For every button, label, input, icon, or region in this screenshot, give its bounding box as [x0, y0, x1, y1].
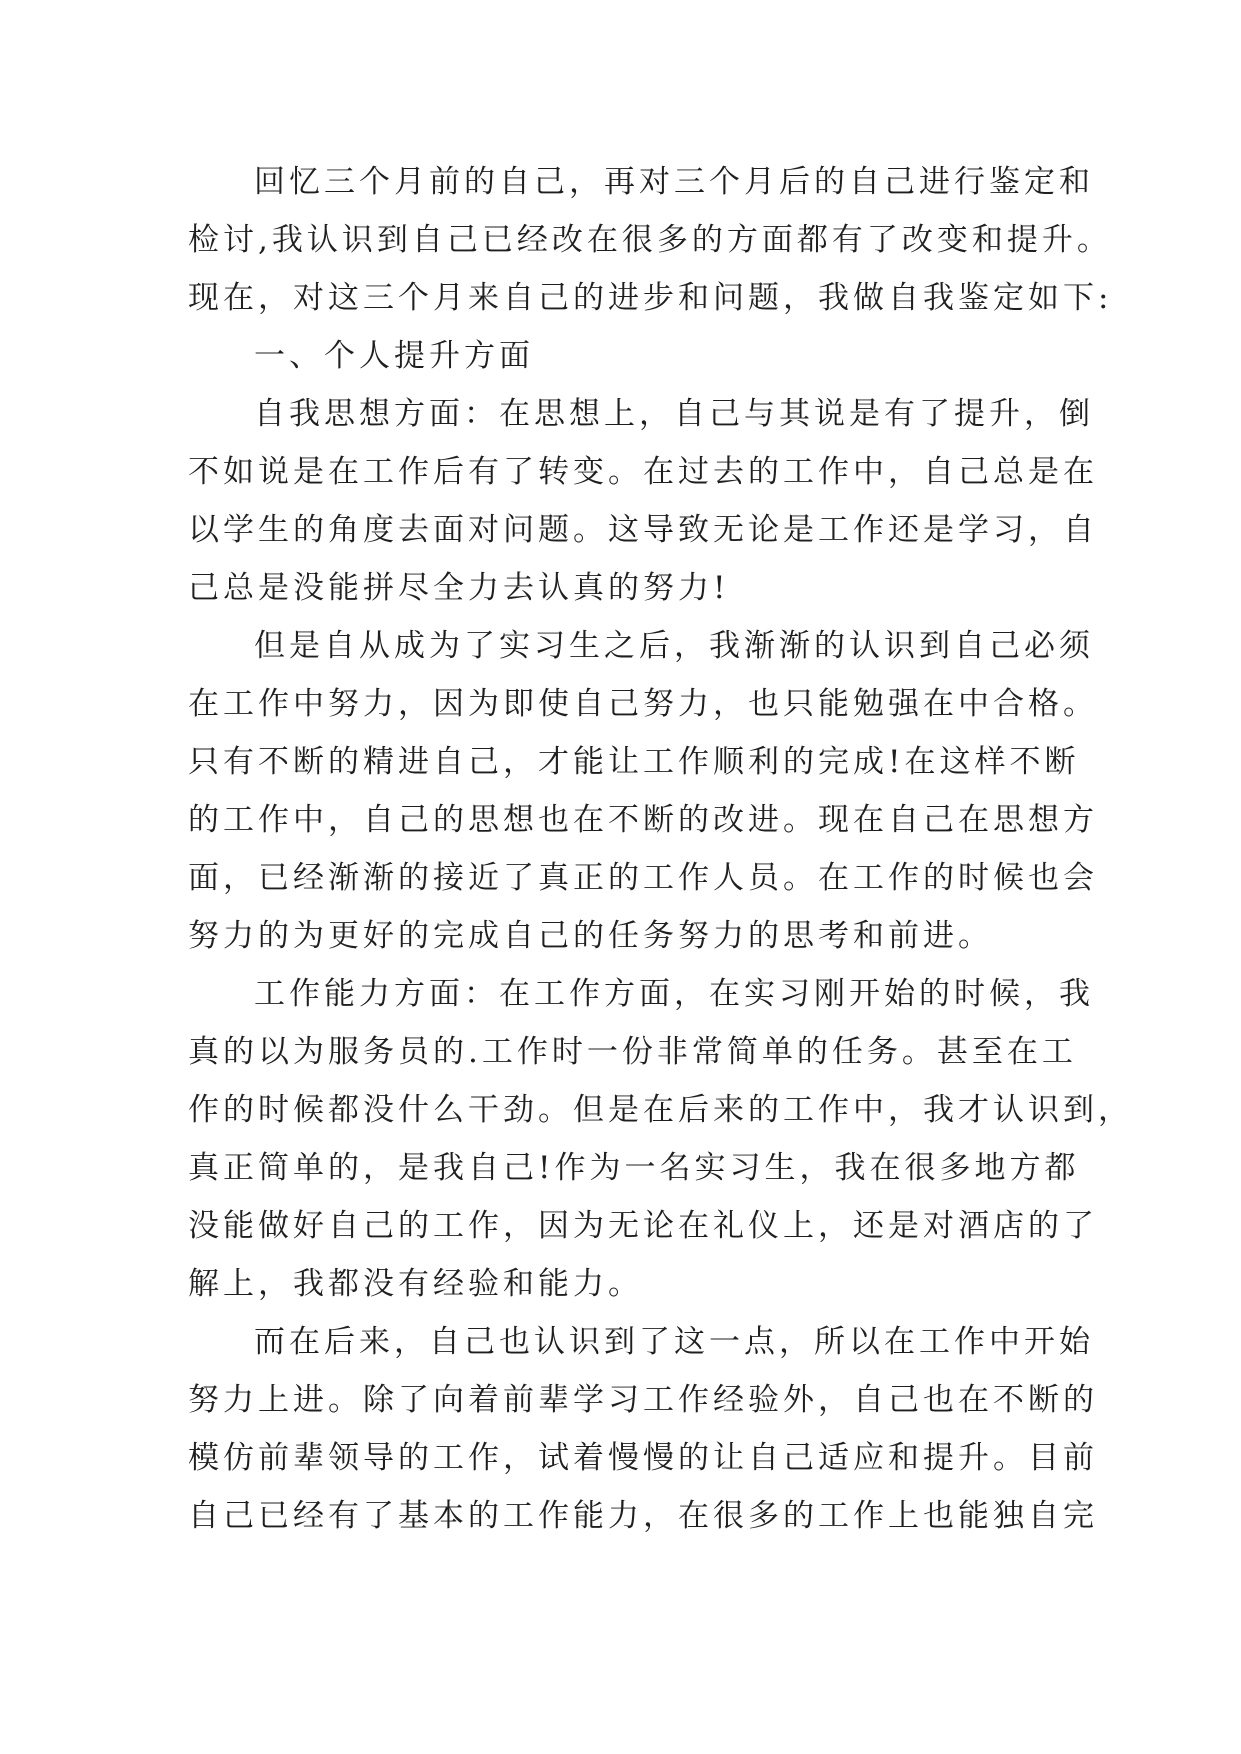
text-line: 以学生的角度去面对问题。这导致无论是工作还是学习，自	[188, 512, 1098, 548]
text-line: 面，已经渐渐的接近了真正的工作人员。在工作的时候也会	[188, 860, 1098, 896]
text-line: 现在，对这三个月来自己的进步和问题，我做自我鉴定如下:	[188, 280, 1113, 316]
text-line: 努力上进。除了向着前辈学习工作经验外，自己也在不断的	[188, 1382, 1098, 1418]
text-line: 一、个人提升方面	[254, 338, 534, 374]
text-line: 模仿前辈领导的工作，试着慢慢的让自己适应和提升。目前	[188, 1440, 1098, 1476]
text-line: 自己已经有了基本的工作能力，在很多的工作上也能独自完	[188, 1498, 1098, 1534]
text-line: 但是自从成为了实习生之后，我渐渐的认识到自己必须	[254, 628, 1094, 664]
text-line: 自我思想方面：在思想上，自己与其说是有了提升，倒	[254, 396, 1094, 432]
text-line: 的工作中，自己的思想也在不断的改进。现在自己在思想方	[188, 802, 1098, 838]
text-line: 真的以为服务员的.工作时一份非常简单的任务。甚至在工	[188, 1034, 1077, 1070]
text-line: 只有不断的精进自己，才能让工作顺利的完成!在这样不断	[188, 744, 1080, 780]
text-line: 回忆三个月前的自己，再对三个月后的自己进行鉴定和	[254, 164, 1094, 200]
text-line: 己总是没能拼尽全力去认真的努力!	[188, 570, 730, 606]
document-body	[188, 153, 1133, 1545]
text-line: 解上，我都没有经验和能力。	[188, 1266, 643, 1302]
text-line: 没能做好自己的工作，因为无论在礼仪上，还是对酒店的了	[188, 1208, 1098, 1244]
text-line: 作的时候都没什么干劲。但是在后来的工作中，我才认识到，	[188, 1092, 1133, 1128]
text-line: 而在后来，自己也认识到了这一点，所以在工作中开始	[254, 1324, 1094, 1360]
text-line: 在工作中努力，因为即使自己努力，也只能勉强在中合格。	[188, 686, 1098, 722]
text-line: 检讨,我认识到自己已经改在很多的方面都有了改变和提升。	[188, 222, 1112, 258]
text-line: 工作能力方面：在工作方面，在实习刚开始的时候，我	[254, 976, 1094, 1012]
text-line: 真正简单的，是我自己!作为一名实习生，我在很多地方都	[188, 1150, 1080, 1186]
text-line: 不如说是在工作后有了转变。在过去的工作中，自己总是在	[188, 454, 1098, 490]
text-line: 努力的为更好的完成自己的任务努力的思考和前进。	[188, 918, 993, 954]
